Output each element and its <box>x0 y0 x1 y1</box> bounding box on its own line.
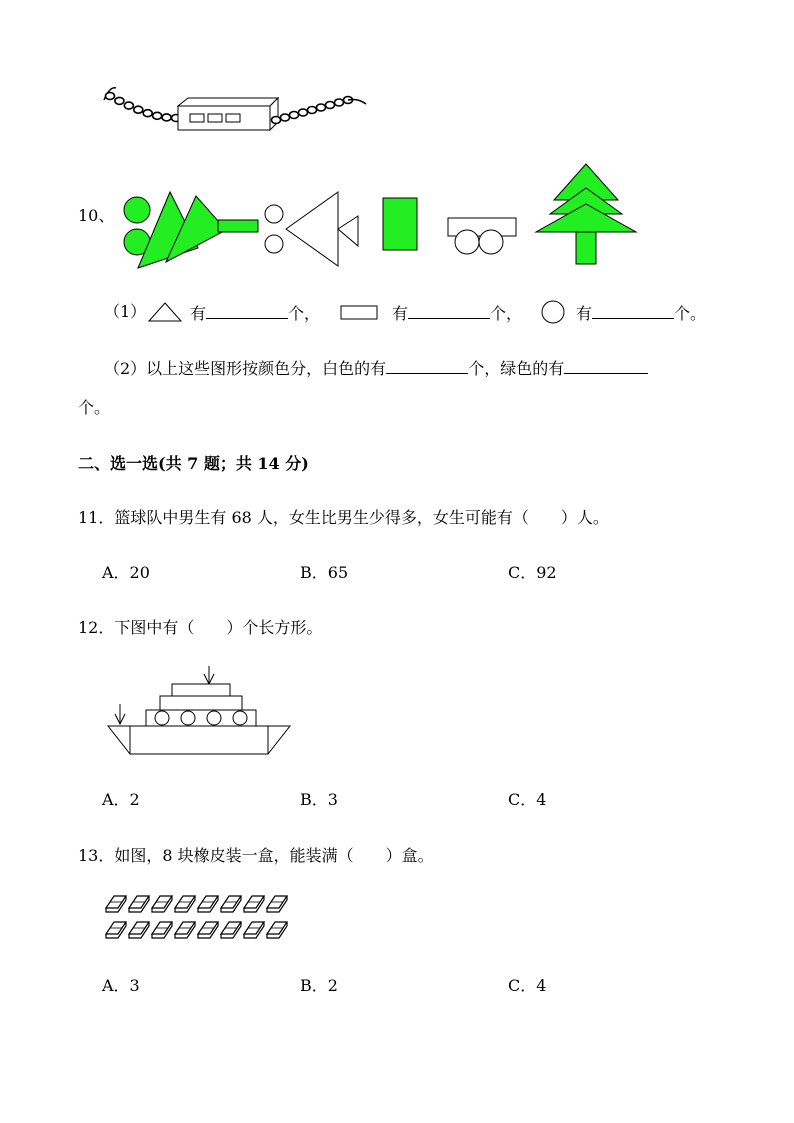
bead <box>281 114 290 121</box>
bead <box>106 93 115 100</box>
bead <box>124 102 133 109</box>
q10-part1-rectangle <box>392 302 522 324</box>
eraser-icon <box>221 922 241 938</box>
eraser-icon <box>267 922 287 938</box>
q12-option-c[interactable]: C．4 <box>508 790 547 809</box>
erasers-figure <box>104 890 300 944</box>
ge-label-2: 个， <box>490 304 523 323</box>
eraser-icon <box>267 896 287 912</box>
eraser-icon <box>152 922 172 938</box>
eraser-icon <box>175 896 195 912</box>
eraser-icon <box>175 922 195 938</box>
you-label-1: 有 <box>190 304 207 323</box>
bead <box>317 104 326 111</box>
q11-text: 11．篮球队中男生有 68 人，女生比男生少得多，女生可能有（ ）人。 <box>78 508 609 527</box>
necklace-figure <box>100 82 370 134</box>
eraser-icon <box>106 922 126 938</box>
bead <box>162 114 171 121</box>
q13-option-b[interactable]: B．2 <box>300 976 338 995</box>
q10-part2-text: （2）以上这些图形按颜色分，白色的有 <box>104 359 387 378</box>
eraser-icon <box>244 896 264 912</box>
triangle-icon <box>148 302 182 322</box>
triangle-count-blank[interactable] <box>206 302 288 319</box>
bead <box>153 112 162 119</box>
eraser-icon <box>198 922 218 938</box>
eraser-icon <box>106 896 126 912</box>
green-count-blank[interactable] <box>564 357 648 374</box>
q13-option-a[interactable]: A．3 <box>102 976 140 995</box>
rectangle-icon <box>340 305 378 321</box>
q10-part2-mid: 个，绿色的有 <box>468 359 565 378</box>
q10-part1-triangle <box>190 302 320 324</box>
ge-label-1: 个， <box>288 304 321 323</box>
q10-part1-circle <box>576 302 706 324</box>
bead <box>290 112 299 119</box>
q11-option-c[interactable]: C．92 <box>508 563 557 582</box>
bead <box>134 106 143 113</box>
q10-number: 10、 <box>78 206 115 225</box>
bead <box>272 117 281 124</box>
q10-part2 <box>104 357 648 379</box>
ge-label-3: 个。 <box>674 304 707 323</box>
circle-icon <box>540 300 566 324</box>
q10-shapes-figure <box>118 162 648 272</box>
bead <box>335 99 344 106</box>
bead <box>308 107 317 114</box>
circle-count-blank[interactable] <box>592 302 674 319</box>
bead <box>326 102 335 109</box>
eraser-icon <box>221 896 241 912</box>
bead <box>143 110 152 117</box>
q10-part1 <box>104 302 146 322</box>
bead <box>115 97 124 104</box>
q10-part2-end: 个。 <box>78 398 111 417</box>
q13-option-c[interactable]: C．4 <box>508 976 547 995</box>
q10-part1-prefix: （1） <box>104 302 147 321</box>
white-count-blank[interactable] <box>386 357 468 374</box>
q11-option-a[interactable]: A．20 <box>102 563 150 582</box>
you-label-2: 有 <box>392 304 409 323</box>
bead <box>299 109 308 116</box>
q11-option-b[interactable]: B．65 <box>300 563 349 582</box>
section-title: 二、选一选(共 7 题；共 14 分) <box>78 454 309 473</box>
eraser-icon <box>244 922 264 938</box>
eraser-icon <box>129 896 149 912</box>
rectangle-count-blank[interactable] <box>408 302 490 319</box>
eraser-icon <box>152 896 172 912</box>
q12-text: 12．下图中有（ ）个长方形。 <box>78 618 323 637</box>
q12-option-b[interactable]: B．3 <box>300 790 338 809</box>
q13-text: 13．如图，8 块橡皮装一盒，能装满（ ）盒。 <box>78 846 434 865</box>
ship-figure <box>104 664 294 756</box>
eraser-icon <box>198 896 218 912</box>
eraser-icon <box>129 922 149 938</box>
q12-option-a[interactable]: A．2 <box>102 790 140 809</box>
you-label-3: 有 <box>576 304 593 323</box>
